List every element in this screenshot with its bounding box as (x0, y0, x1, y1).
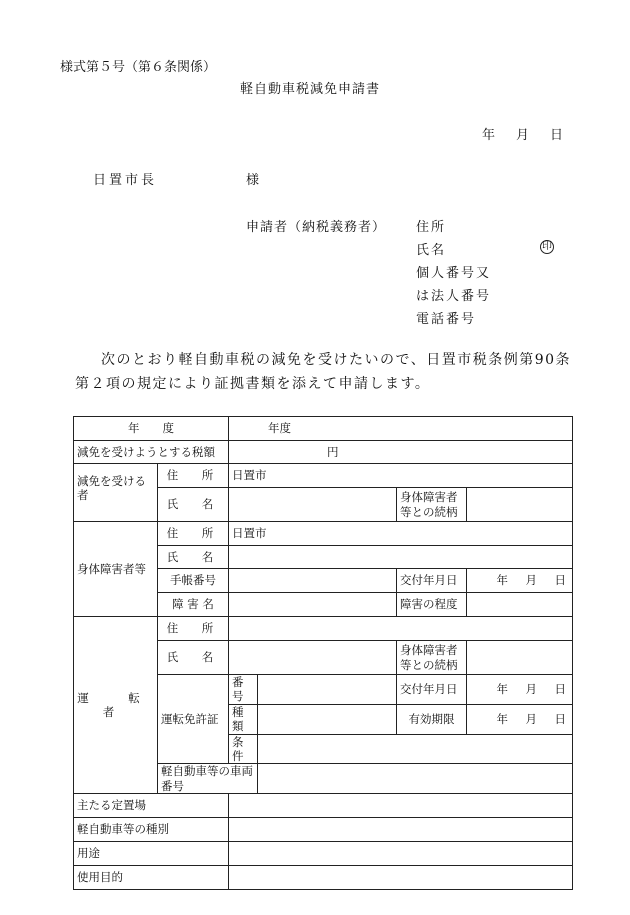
parking-value[interactable] (229, 794, 573, 818)
license-type-label: 種類 (229, 704, 258, 734)
disabled-name-label: 氏 名 (158, 546, 229, 569)
row-driver-address (74, 617, 573, 641)
usage-label: 用途 (74, 842, 229, 866)
handbook-issue-date-value[interactable]: 年 月 日 (467, 569, 573, 593)
row-purpose (74, 866, 573, 890)
vehicle-number-label: 軽自動車等の車両番号 (158, 764, 258, 794)
handbook-issue-date-label: 交付年月日 (397, 569, 467, 593)
form-number: 様式第５号（第６条関係） (60, 60, 217, 75)
applicant-name-label: 氏名 (416, 243, 447, 258)
license-issue-date-value[interactable]: 年 月 日 (467, 675, 573, 705)
recipient-label: 減免を受ける者 (74, 464, 158, 522)
purpose-value[interactable] (229, 866, 573, 890)
driver-label: 運 転 者 (74, 617, 158, 794)
disabled-address-value[interactable]: 日置市 (229, 522, 573, 546)
recipient-address-label: 住 所 (158, 464, 229, 488)
row-disabled-address (74, 522, 573, 546)
license-number-label: 番号 (229, 675, 258, 705)
recipient-name-label: 氏 名 (158, 488, 229, 522)
recipient-address-value[interactable]: 日置市 (229, 464, 573, 488)
disability-degree-label: 障害の程度 (397, 593, 467, 617)
seal-icon: 印 (542, 241, 552, 252)
driver-name-label: 氏 名 (158, 641, 229, 675)
license-label: 運転免許証 (158, 675, 229, 764)
driver-relation-value[interactable] (467, 641, 573, 675)
tax-amount-label: 減免を受けようとする税額 (74, 441, 229, 464)
year-label: 年 度 (74, 417, 229, 441)
vehicle-type-label: 軽自動車等の種別 (74, 818, 229, 842)
applicant-phone-label: 電話番号 (416, 312, 477, 327)
row-tax-amount (74, 441, 573, 464)
row-recipient-address (74, 464, 573, 488)
license-valid-until-value[interactable]: 年 月 日 (467, 704, 573, 734)
usage-value[interactable] (229, 842, 573, 866)
license-condition-label: 条件 (229, 734, 258, 764)
row-year (74, 417, 573, 441)
year-value[interactable]: 年度 (229, 417, 573, 441)
applicant-label: 申請者（納税義務者） (246, 220, 387, 235)
applicant-id-label-1: 個人番号又 (416, 266, 492, 281)
disabled-address-label: 住 所 (158, 522, 229, 546)
license-condition-value[interactable] (258, 734, 573, 764)
applicant-address-label: 住所 (416, 220, 447, 235)
vehicle-number-value[interactable] (258, 764, 573, 794)
row-usage (74, 842, 573, 866)
parking-label: 主たる定置場 (74, 794, 229, 818)
purpose-label: 使用目的 (74, 866, 229, 890)
license-number-value[interactable] (258, 675, 397, 705)
row-vehicle-type (74, 818, 573, 842)
disabled-person-label: 身体障害者等 (74, 522, 158, 617)
driver-address-label: 住 所 (158, 617, 229, 641)
disability-degree-value[interactable] (467, 593, 573, 617)
disabled-name-value[interactable] (229, 546, 573, 569)
license-type-value[interactable] (258, 704, 397, 734)
handbook-number-label: 手帳番号 (158, 569, 229, 593)
tax-amount-value[interactable]: 円 (229, 441, 573, 464)
date-line: 年 月 日 (482, 128, 568, 143)
driver-relation-label: 身体障害者等との続柄 (397, 641, 467, 675)
handbook-number-value[interactable] (229, 569, 397, 593)
disability-name-label: 障 害 名 (158, 593, 229, 617)
recipient-relation-value[interactable] (467, 488, 573, 522)
license-valid-until-label: 有効期限 (397, 704, 467, 734)
row-parking (74, 794, 573, 818)
recipient-name-value[interactable] (229, 488, 397, 522)
application-table (73, 416, 573, 890)
vehicle-type-value[interactable] (229, 818, 573, 842)
intro-paragraph: 次のとおり軽自動車税の減免を受けたいので、日置市税条例第90条第２項の規定により証拠書類を添えて申請します。 (75, 352, 572, 392)
license-issue-date-label: 交付年月日 (397, 675, 467, 705)
page-title: 軽自動車税減免申請書 (240, 82, 381, 97)
disability-name-value[interactable] (229, 593, 397, 617)
honorific: 様 (246, 173, 260, 188)
applicant-id-label-2: は法人番号 (416, 289, 492, 304)
driver-name-value[interactable] (229, 641, 397, 675)
addressee: 日置市長 (93, 173, 158, 188)
driver-address-value[interactable] (229, 617, 573, 641)
recipient-relation-label: 身体障害者等との続柄 (397, 488, 467, 522)
